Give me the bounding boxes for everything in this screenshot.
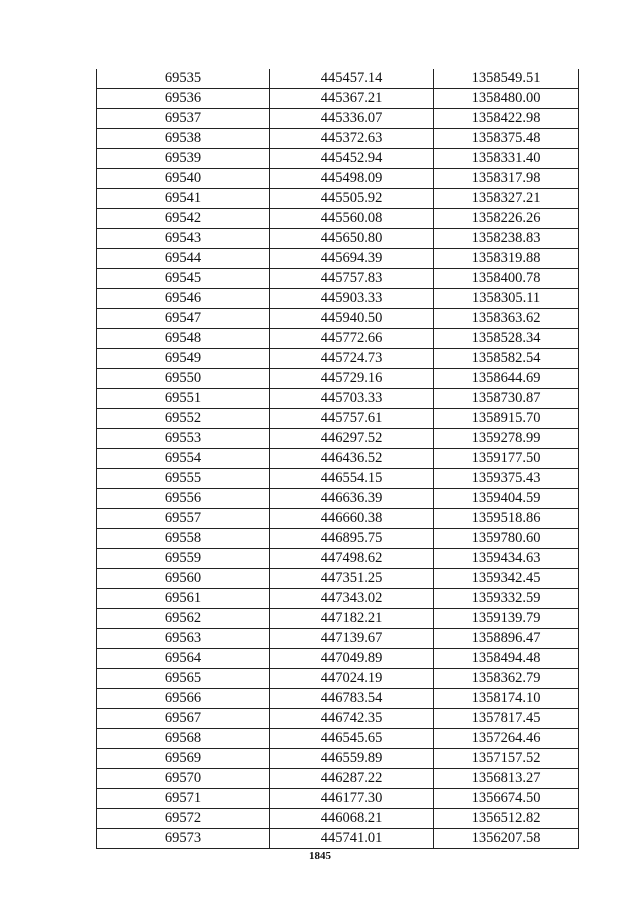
- y-coordinate-cell: 1358363.62: [434, 309, 579, 329]
- y-coordinate-cell: 1358528.34: [434, 329, 579, 349]
- y-coordinate-cell: 1358422.98: [434, 109, 579, 129]
- point-id-cell: 69560: [97, 569, 270, 589]
- point-id-cell: 69541: [97, 189, 270, 209]
- table-row: [97, 769, 579, 789]
- y-coordinate-cell: 1359375.43: [434, 469, 579, 489]
- x-coordinate-cell: 445498.09: [270, 169, 434, 189]
- point-id-cell: 69535: [97, 69, 270, 89]
- x-coordinate-cell: 446742.35: [270, 709, 434, 729]
- y-coordinate-cell: 1358305.11: [434, 289, 579, 309]
- point-id-cell: 69551: [97, 389, 270, 409]
- x-coordinate-cell: 445757.61: [270, 409, 434, 429]
- y-coordinate-cell: 1358494.48: [434, 649, 579, 669]
- y-coordinate-cell: 1358362.79: [434, 669, 579, 689]
- table-row: [97, 649, 579, 669]
- point-id-cell: 69558: [97, 529, 270, 549]
- point-id-cell: 69555: [97, 469, 270, 489]
- point-id-cell: 69567: [97, 709, 270, 729]
- table-row: [97, 789, 579, 809]
- table-row: [97, 129, 579, 149]
- point-id-cell: 69549: [97, 349, 270, 369]
- x-coordinate-cell: 445560.08: [270, 209, 434, 229]
- y-coordinate-cell: 1356207.58: [434, 829, 579, 849]
- y-coordinate-cell: 1358644.69: [434, 369, 579, 389]
- x-coordinate-cell: 447351.25: [270, 569, 434, 589]
- x-coordinate-cell: 445457.14: [270, 69, 434, 89]
- table-row: [97, 209, 579, 229]
- x-coordinate-cell: 445741.01: [270, 829, 434, 849]
- table-row: [97, 429, 579, 449]
- point-id-cell: 69573: [97, 829, 270, 849]
- y-coordinate-cell: 1358317.98: [434, 169, 579, 189]
- x-coordinate-cell: 447343.02: [270, 589, 434, 609]
- table-row: [97, 289, 579, 309]
- point-id-cell: 69539: [97, 149, 270, 169]
- point-id-cell: 69542: [97, 209, 270, 229]
- x-coordinate-cell: 445940.50: [270, 309, 434, 329]
- x-coordinate-cell: 445724.73: [270, 349, 434, 369]
- table-row: [97, 249, 579, 269]
- table-row: [97, 469, 579, 489]
- y-coordinate-cell: 1356512.82: [434, 809, 579, 829]
- table-row: [97, 669, 579, 689]
- point-id-cell: 69568: [97, 729, 270, 749]
- point-id-cell: 69562: [97, 609, 270, 629]
- y-coordinate-cell: 1356813.27: [434, 769, 579, 789]
- x-coordinate-cell: 446068.21: [270, 809, 434, 829]
- point-id-cell: 69547: [97, 309, 270, 329]
- x-coordinate-cell: 446895.75: [270, 529, 434, 549]
- table-row: [97, 589, 579, 609]
- y-coordinate-cell: 1358331.40: [434, 149, 579, 169]
- table-row: [97, 89, 579, 109]
- y-coordinate-cell: 1358480.00: [434, 89, 579, 109]
- table-row: [97, 529, 579, 549]
- table-row: [97, 189, 579, 209]
- table-row: [97, 609, 579, 629]
- table-row: [97, 409, 579, 429]
- y-coordinate-cell: 1358238.83: [434, 229, 579, 249]
- table-row: [97, 149, 579, 169]
- point-id-cell: 69557: [97, 509, 270, 529]
- x-coordinate-cell: 445757.83: [270, 269, 434, 289]
- x-coordinate-cell: 445452.94: [270, 149, 434, 169]
- point-id-cell: 69570: [97, 769, 270, 789]
- x-coordinate-cell: 446783.54: [270, 689, 434, 709]
- point-id-cell: 69550: [97, 369, 270, 389]
- x-coordinate-cell: 446660.38: [270, 509, 434, 529]
- x-coordinate-cell: 445694.39: [270, 249, 434, 269]
- y-coordinate-cell: 1358730.87: [434, 389, 579, 409]
- point-id-cell: 69536: [97, 89, 270, 109]
- x-coordinate-cell: 445772.66: [270, 329, 434, 349]
- y-coordinate-cell: 1359278.99: [434, 429, 579, 449]
- y-coordinate-cell: 1358226.26: [434, 209, 579, 229]
- x-coordinate-cell: 445903.33: [270, 289, 434, 309]
- y-coordinate-cell: 1359404.59: [434, 489, 579, 509]
- table-row: [97, 569, 579, 589]
- y-coordinate-cell: 1358400.78: [434, 269, 579, 289]
- x-coordinate-cell: 446177.30: [270, 789, 434, 809]
- page-number: 1845: [309, 850, 331, 862]
- point-id-cell: 69569: [97, 749, 270, 769]
- x-coordinate-cell: 445703.33: [270, 389, 434, 409]
- coordinate-table: [96, 69, 579, 849]
- table-row: [97, 629, 579, 649]
- x-coordinate-cell: 446636.39: [270, 489, 434, 509]
- point-id-cell: 69563: [97, 629, 270, 649]
- table-row: [97, 389, 579, 409]
- table-row: [97, 549, 579, 569]
- y-coordinate-cell: 1357157.52: [434, 749, 579, 769]
- y-coordinate-cell: 1359332.59: [434, 589, 579, 609]
- y-coordinate-cell: 1358582.54: [434, 349, 579, 369]
- y-coordinate-cell: 1358896.47: [434, 629, 579, 649]
- table-row: [97, 309, 579, 329]
- table-row: [97, 269, 579, 289]
- table-row: [97, 749, 579, 769]
- y-coordinate-cell: 1359434.63: [434, 549, 579, 569]
- table-row: [97, 729, 579, 749]
- point-id-cell: 69571: [97, 789, 270, 809]
- y-coordinate-cell: 1358549.51: [434, 69, 579, 89]
- table-row: [97, 109, 579, 129]
- y-coordinate-cell: 1358915.70: [434, 409, 579, 429]
- point-id-cell: 69559: [97, 549, 270, 569]
- point-id-cell: 69565: [97, 669, 270, 689]
- table-row: [97, 829, 579, 849]
- table-row: [97, 169, 579, 189]
- point-id-cell: 69546: [97, 289, 270, 309]
- x-coordinate-cell: 447498.62: [270, 549, 434, 569]
- y-coordinate-cell: 1359518.86: [434, 509, 579, 529]
- coordinate-table-body: [97, 69, 579, 849]
- y-coordinate-cell: 1358319.88: [434, 249, 579, 269]
- table-row: [97, 509, 579, 529]
- table-row: [97, 329, 579, 349]
- table-row: [97, 689, 579, 709]
- table-row: [97, 449, 579, 469]
- table-row: [97, 809, 579, 829]
- x-coordinate-cell: 445650.80: [270, 229, 434, 249]
- point-id-cell: 69544: [97, 249, 270, 269]
- table-row: [97, 709, 579, 729]
- point-id-cell: 69561: [97, 589, 270, 609]
- y-coordinate-cell: 1359342.45: [434, 569, 579, 589]
- x-coordinate-cell: 446287.22: [270, 769, 434, 789]
- x-coordinate-cell: 445336.07: [270, 109, 434, 129]
- y-coordinate-cell: 1359177.50: [434, 449, 579, 469]
- x-coordinate-cell: 446545.65: [270, 729, 434, 749]
- point-id-cell: 69572: [97, 809, 270, 829]
- x-coordinate-cell: 445505.92: [270, 189, 434, 209]
- point-id-cell: 69552: [97, 409, 270, 429]
- y-coordinate-cell: 1358375.48: [434, 129, 579, 149]
- point-id-cell: 69545: [97, 269, 270, 289]
- table-row: [97, 369, 579, 389]
- x-coordinate-cell: 445729.16: [270, 369, 434, 389]
- x-coordinate-cell: 447182.21: [270, 609, 434, 629]
- table-row: [97, 489, 579, 509]
- y-coordinate-cell: 1358327.21: [434, 189, 579, 209]
- y-coordinate-cell: 1358174.10: [434, 689, 579, 709]
- y-coordinate-cell: 1356674.50: [434, 789, 579, 809]
- x-coordinate-cell: 446559.89: [270, 749, 434, 769]
- y-coordinate-cell: 1359780.60: [434, 529, 579, 549]
- point-id-cell: 69538: [97, 129, 270, 149]
- x-coordinate-cell: 446436.52: [270, 449, 434, 469]
- x-coordinate-cell: 445367.21: [270, 89, 434, 109]
- x-coordinate-cell: 447139.67: [270, 629, 434, 649]
- x-coordinate-cell: 447049.89: [270, 649, 434, 669]
- point-id-cell: 69564: [97, 649, 270, 669]
- point-id-cell: 69566: [97, 689, 270, 709]
- point-id-cell: 69554: [97, 449, 270, 469]
- point-id-cell: 69556: [97, 489, 270, 509]
- point-id-cell: 69537: [97, 109, 270, 129]
- x-coordinate-cell: 446554.15: [270, 469, 434, 489]
- table-row: [97, 69, 579, 89]
- x-coordinate-cell: 445372.63: [270, 129, 434, 149]
- point-id-cell: 69543: [97, 229, 270, 249]
- y-coordinate-cell: 1357264.46: [434, 729, 579, 749]
- point-id-cell: 69540: [97, 169, 270, 189]
- table-row: [97, 229, 579, 249]
- point-id-cell: 69548: [97, 329, 270, 349]
- y-coordinate-cell: 1357817.45: [434, 709, 579, 729]
- table-row: [97, 349, 579, 369]
- coordinate-table-container: [96, 69, 578, 849]
- point-id-cell: 69553: [97, 429, 270, 449]
- x-coordinate-cell: 446297.52: [270, 429, 434, 449]
- y-coordinate-cell: 1359139.79: [434, 609, 579, 629]
- x-coordinate-cell: 447024.19: [270, 669, 434, 689]
